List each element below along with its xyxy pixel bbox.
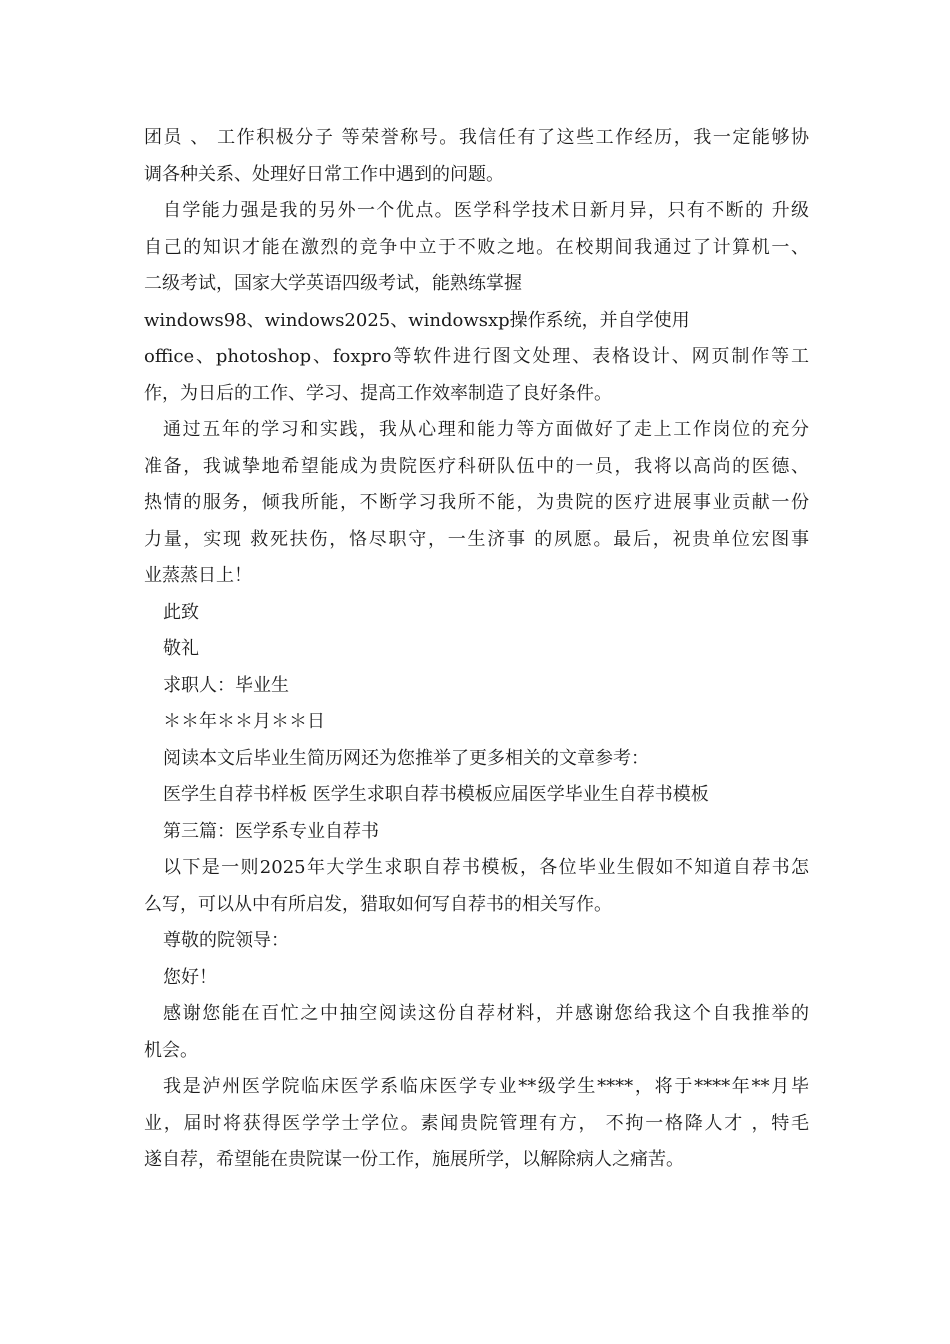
text-line: 么写，可以从中有所启发，猎取如何写自荐书的相关写作。 <box>144 893 612 915</box>
text-line: 此致 <box>163 601 199 623</box>
text-line: 团员 、 工作积极分子 等荣誉称号。我信任有了这些工作经历，我一定能够协 <box>144 127 809 148</box>
text-line: 第三篇：医学系专业自荐书 <box>163 820 379 842</box>
text-line: 热情的服务，倾我所能，不断学习我所不能，为贵院的医疗进展事业贡献一份 <box>144 492 809 513</box>
text-line: 通过五年的学习和实践，我从心理和能力等方面做好了走上工作岗位的充分 <box>163 419 809 440</box>
text-line: ＊＊年＊＊月＊＊日 <box>163 711 325 732</box>
text-line: 自学能力强是我的另外一个优点。医学科学技术日新月异，只有不断的 升级 <box>163 200 809 221</box>
text-line: 尊敬的院领导： <box>163 930 289 951</box>
text-line: 敬礼 <box>163 638 199 659</box>
text-line: 力量，实现 救死扶伤，恪尽职守，一生济事 的夙愿。最后，祝贵单位宏图事 <box>144 528 809 550</box>
text-line: 准备，我诚挚地希望能成为贵院医疗科研队伍中的一员，我将以高尚的医德、 <box>144 455 809 477</box>
text-line: 阅读本文后毕业生简历网还为您推举了更多相关的文章参考： <box>163 747 649 769</box>
text-line: 遂自荐，希望能在贵院谋一份工作，施展所学，以解除病人之痛苦。 <box>144 1149 684 1170</box>
text-line: 调各种关系、处理好日常工作中遇到的问题。 <box>144 163 504 185</box>
document-body <box>144 120 809 1179</box>
text-line: 二级考试，国家大学英语四级考试，能熟练掌握 <box>144 273 522 294</box>
text-line: 机会。 <box>144 1039 198 1061</box>
text-line: 作，为日后的工作、学习、提高工作效率制造了良好条件。 <box>144 382 612 404</box>
text-line: windows98、windows2025、windowsxp操作系统，并自学使用 <box>144 309 690 331</box>
text-line: 感谢您能在百忙之中抽空阅读这份自荐材料，并感谢您给我这个自我推举的 <box>163 1003 809 1024</box>
text-line: 您好！ <box>163 966 217 988</box>
text-line: 业蒸蒸日上！ <box>144 565 252 586</box>
text-line: office、photoshop、foxpro等软件进行图文处理、表格设计、网页制作等工 <box>144 346 809 367</box>
text-line: 业，届时将获得医学学士学位。素闻贵院管理有方， 不拘一格降人才 ，特毛 <box>144 1112 809 1134</box>
text-line: 我是泸州医学院临床医学系临床医学专业**级学生****，将于****年**月毕 <box>163 1076 809 1097</box>
text-line: 以下是一则2025年大学生求职自荐书模板，各位毕业生假如不知道自荐书怎 <box>163 857 809 878</box>
text-line: 求职人：毕业生 <box>163 674 289 696</box>
text-line: 自己的知识才能在激烈的竞争中立于不败之地。在校期间我通过了计算机一、 <box>144 236 809 258</box>
text-line: 医学生自荐书样板 医学生求职自荐书模板应届医学毕业生自荐书模板 <box>163 784 709 805</box>
